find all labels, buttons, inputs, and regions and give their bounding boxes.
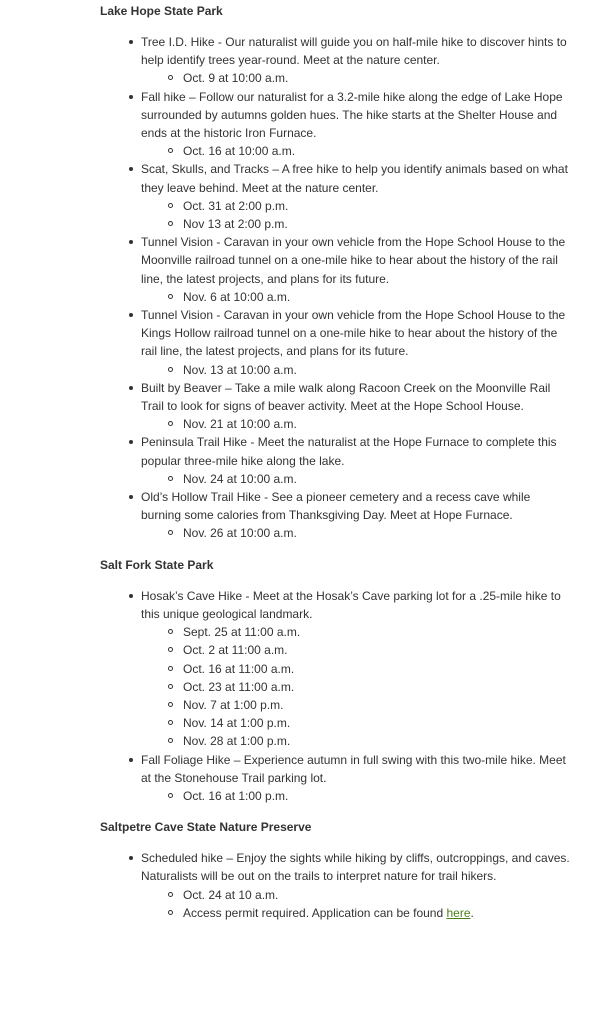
hike-date: Oct. 9 at 10:00 a.m. <box>141 69 571 87</box>
section-salt-fork <box>100 556 602 805</box>
circle-bullet-icon <box>168 720 173 725</box>
hike-date: Oct. 23 at 11:00 a.m. <box>141 678 571 696</box>
bullet-icon <box>129 495 133 499</box>
hike-description: Tunnel Vision - Caravan in your own vehicle from the Hope School House to the Moonville railroad tunnel on a one-mile hike to hear about the history of the rail line, the latest projects, and plans for its future. <box>141 235 566 286</box>
hike-description: Scat, Skulls, and Tracks – A free hike to help you identify animals based on what they leave behind. Meet at the nature center. <box>141 162 568 195</box>
hike-description: Tunnel Vision - Caravan in your own vehicle from the Hope School House to the Kings Hollow railroad tunnel on a one-mile hike to hear about the history of the rail line, the latest projects, and plans for its future. <box>141 308 566 359</box>
section-heading: Salt Fork State Park <box>100 557 214 572</box>
circle-bullet-icon <box>168 530 173 535</box>
hike-item <box>100 433 571 488</box>
hike-item <box>100 488 571 543</box>
hike-description: Peninsula Trail Hike - Meet the naturalist at the Hope Furnace to complete this popular three-mile hike along the lake. <box>141 435 557 468</box>
hike-date: Nov. 26 at 10:00 a.m. <box>141 524 571 542</box>
circle-bullet-icon <box>168 148 173 153</box>
hike-description: Fall hike – Follow our naturalist for a 3.2-mile hike along the edge of Lake Hope surrounded by autumns golden hues. The hike starts at the Shelter House and ends at the historic Iron Furnace. <box>141 89 563 141</box>
circle-bullet-icon <box>168 203 173 208</box>
hike-item <box>100 849 571 922</box>
circle-bullet-icon <box>168 793 173 798</box>
hike-list <box>100 849 602 922</box>
hike-description: Hosak’s Cave Hike - Meet at the Hosak’s Cave parking lot for a .25-mile hike to this unique geological landmark. <box>141 588 561 621</box>
bullet-icon <box>129 594 133 598</box>
section-heading: Saltpetre Cave State Nature Preserve <box>100 820 312 835</box>
hike-date: Sept. 25 at 11:00 a.m. <box>141 623 571 641</box>
bullet-icon <box>129 440 133 444</box>
circle-bullet-icon <box>168 367 173 372</box>
bullet-icon <box>129 40 133 44</box>
hike-date: Nov. 13 at 10:00 a.m. <box>141 361 571 379</box>
hike-item <box>100 587 571 751</box>
section-lake-hope <box>100 0 602 543</box>
section-heading: Lake Hope State Park <box>100 4 223 18</box>
bullet-icon <box>129 95 133 99</box>
hike-date: Nov. 28 at 1:00 p.m. <box>141 732 571 750</box>
bullet-icon <box>129 313 133 317</box>
circle-bullet-icon <box>168 666 173 671</box>
circle-bullet-icon <box>168 421 173 426</box>
hike-description: Built by Beaver – Take a mile walk along Racoon Creek on the Moonville Rail Trail to look for signs of beaver activity. Meet at the Hope School House. <box>141 380 551 414</box>
hike-item <box>100 751 571 806</box>
circle-bullet-icon <box>168 221 173 226</box>
circle-bullet-icon <box>168 75 173 80</box>
hike-list <box>100 587 602 805</box>
circle-bullet-icon <box>168 294 173 299</box>
hike-list <box>100 33 602 543</box>
hike-item <box>100 233 571 306</box>
hike-item <box>100 33 571 88</box>
circle-bullet-icon <box>168 476 173 481</box>
hike-date: Oct. 31 at 2:00 p.m. <box>141 197 571 215</box>
hike-description: Fall Foliage Hike – Experience autumn in full swing with this two-mile hike. Meet at the Stonehouse Trail parking lot. <box>141 752 566 785</box>
bullet-icon <box>129 758 133 762</box>
circle-bullet-icon <box>168 892 173 897</box>
circle-bullet-icon <box>168 647 173 652</box>
hike-date: Oct. 2 at 11:00 a.m. <box>141 641 571 659</box>
hike-date: Oct. 16 at 1:00 p.m. <box>141 787 571 805</box>
bullet-icon <box>129 856 133 860</box>
hike-description: Scheduled hike – Enjoy the sights while hiking by cliffs, outcroppings, and caves. Naturalists will be out on the trails to interpret nature for trail hikers. <box>141 851 570 884</box>
bullet-icon <box>129 386 133 390</box>
hike-date: Nov. 6 at 10:00 a.m. <box>141 288 571 306</box>
bullet-icon <box>129 167 133 171</box>
circle-bullet-icon <box>168 684 173 689</box>
bullet-icon <box>129 240 133 244</box>
circle-bullet-icon <box>168 738 173 743</box>
circle-bullet-icon <box>168 910 173 915</box>
hike-date: Nov. 7 at 1:00 p.m. <box>141 696 571 714</box>
hike-item <box>100 306 571 379</box>
hike-item <box>100 379 571 434</box>
hike-date: Oct. 16 at 11:00 a.m. <box>141 660 571 678</box>
circle-bullet-icon <box>168 629 173 634</box>
hike-description: Old’s Hollow Trail Hike - See a pioneer cemetery and a recess cave while burning some calories from Thanksgiving Day. Meet at Hope Furnace. <box>141 490 531 523</box>
hike-date: Nov. 21 at 10:00 a.m. <box>141 415 571 433</box>
hike-date: Oct. 24 at 10 a.m. <box>141 886 571 904</box>
hike-date: Oct. 16 at 10:00 a.m. <box>141 142 571 160</box>
hike-date: Nov. 14 at 1:00 p.m. <box>141 714 571 732</box>
hike-date: Nov 13 at 2:00 p.m. <box>141 215 571 233</box>
hike-date: Nov. 24 at 10:00 a.m. <box>141 470 571 488</box>
section-saltpetre-cave <box>100 818 602 922</box>
hike-item <box>100 88 571 161</box>
permit-note: Access permit required. Application can be found here. <box>141 904 571 922</box>
hike-item <box>100 160 571 233</box>
permit-application-link[interactable]: here <box>446 905 471 920</box>
hike-description: Tree I.D. Hike - Our naturalist will guide you on half-mile hike to discover hints to help identify trees year-round. Meet at the nature center. <box>141 35 567 68</box>
circle-bullet-icon <box>168 702 173 707</box>
